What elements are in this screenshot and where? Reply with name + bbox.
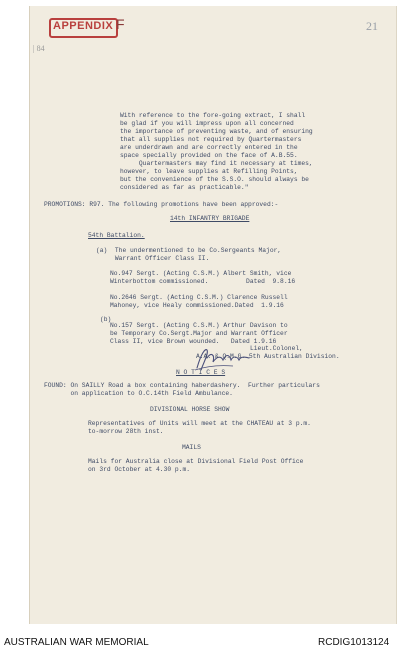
found-notice-line: FOUND: On SAILLY Road a box containing haberdashery. Further particulars xyxy=(44,382,320,389)
item-a-line: (a) The undermentioned to be Co.Sergeants Major, xyxy=(96,247,282,254)
folio-mark: | 84 xyxy=(33,44,45,53)
notices-heading: N O T I C E S xyxy=(176,369,226,376)
quote-line: Quartermasters may find it necessary at times, xyxy=(120,160,313,167)
item-b-label: (b) xyxy=(100,316,112,323)
quote-line: With reference to the fore-going extract, I shall xyxy=(120,112,306,119)
horse-show-line: to-morrow 28th inst. xyxy=(88,428,164,435)
quote-line: however, to leave supplies at Refilling Points, xyxy=(120,168,298,175)
mails-heading: MAILS xyxy=(182,444,201,451)
page-number: 21 xyxy=(366,19,378,33)
quote-line: but the convenience of the S.S.O. should always be xyxy=(120,176,309,183)
quote-line: considered as far as practicable." xyxy=(120,184,249,191)
horse-show-heading: DIVISIONAL HORSE SHOW xyxy=(150,406,230,413)
mails-line: Mails for Australia close at Divisional Field Post Office xyxy=(88,458,304,465)
quote-line: space specially provided on the face of A.B.55. xyxy=(120,152,298,159)
appendix-letter: F xyxy=(116,16,125,32)
brigade-heading: 14th INFANTRY BRIGADE xyxy=(170,215,250,222)
footer-record-id: RCDIG1013124 xyxy=(318,637,390,648)
promotion-entry-line: No.2646 Sergt. (Acting C.S.M.) Clarence Russell xyxy=(110,294,288,301)
promotion-entry-line: Mahoney, vice Healy commissioned.Dated 1.9.16 xyxy=(110,302,284,309)
signatory-position: A.A. & Q.M.G. 5th Australian Division. xyxy=(196,353,340,360)
signatory-rank: Lieut.Colonel, xyxy=(250,345,303,352)
battalion-heading: 54th Battalion. xyxy=(88,232,145,239)
found-notice-line: on application to O.C.14th Field Ambulance. xyxy=(44,390,233,397)
quote-line: that all supplies not required by Quartermasters xyxy=(120,136,302,143)
mails-line: on 3rd October at 4.30 p.m. xyxy=(88,466,191,473)
item-a-line: Warrant Officer Class II. xyxy=(96,255,210,262)
promotion-entry-line: No.157 Sergt. (Acting C.S.M.) Arthur Davison to xyxy=(110,322,288,329)
promotion-entry-line: No.947 Sergt. (Acting C.S.M.) Albert Smith, vice xyxy=(110,270,292,277)
document-page xyxy=(29,6,397,624)
quote-line: are underdrawn and are correctly entered in the xyxy=(120,144,298,151)
quote-line: be glad if you will impress upon all concerned xyxy=(120,120,294,127)
appendix-stamp-label: APPENDIX xyxy=(53,20,114,32)
horse-show-line: Representatives of Units will meet at the CHATEAU at 3 p.m. xyxy=(88,420,311,427)
promotion-entry-line: be Temporary Co.Sergt.Major and Warrant Officer xyxy=(110,330,288,337)
quote-line: the importance of preventing waste, and of ensuring xyxy=(120,128,313,135)
promotion-entry-line: Winterbottom commissioned. Dated 9.8.16 xyxy=(110,278,296,285)
promotions-line: PROMOTIONS: R97. The following promotions have been approved:- xyxy=(44,201,279,208)
footer-source: AUSTRALIAN WAR MEMORIAL xyxy=(4,637,149,648)
promotion-entry-line: Class II, vice Brown wounded. Dated 1.9.16 xyxy=(110,338,277,345)
